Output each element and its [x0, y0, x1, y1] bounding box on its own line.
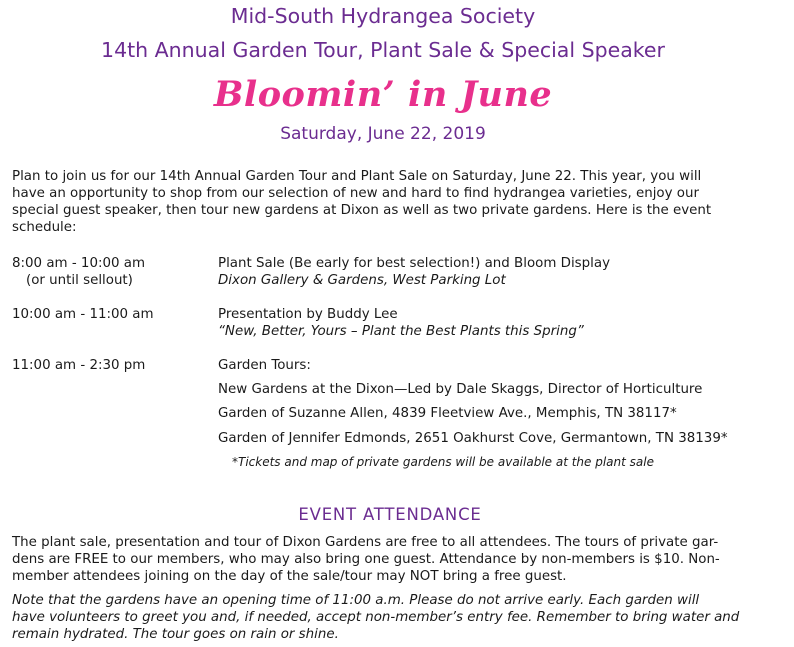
intro-line: special guest speaker, then tour new gardens at Dixon as well as two private gardens. Here is the event [12, 203, 712, 218]
schedule-title-3: Garden Tours: [218, 358, 311, 373]
event-date: Saturday, June 22, 2019 [280, 124, 486, 144]
schedule-title-2: Presentation by Buddy Lee [218, 307, 398, 322]
event-title: 14th Annual Garden Tour, Plant Sale & Special Speaker [101, 38, 665, 62]
society-name: Mid-South Hydrangea Society [230, 4, 536, 28]
intro-paragraph [12, 168, 782, 236]
garden-item: Garden of Jennifer Edmonds, 2651 Oakhurst Cove, Germantown, TN 38139* [218, 431, 728, 446]
schedule-time-3: 11:00 am - 2:30 pm [12, 358, 146, 373]
event-tagline: Bloomin’ in June [213, 74, 553, 115]
schedule-time-1: 8:00 am - 10:00 am [12, 256, 146, 271]
garden-item: Garden of Suzanne Allen, 4839 Fleetview Ave., Memphis, TN 38117* [218, 406, 677, 421]
schedule-detail-1: Dixon Gallery & Gardens, West Parking Lot [218, 273, 506, 288]
schedule-time-note-1: (or until sellout) [26, 273, 133, 288]
attendance-line: member attendees joining on the day of the sale/tour may NOT bring a free guest. [12, 569, 567, 584]
schedule-time-2: 10:00 am - 11:00 am [12, 307, 154, 322]
intro-line: Plan to join us for our 14th Annual Garden Tour and Plant Sale on Saturday, June 22. This year, you will [12, 169, 702, 184]
schedule-detail-2: “New, Better, Yours – Plant the Best Plants this Spring” [218, 324, 584, 339]
note-paragraph [12, 592, 782, 643]
note-line: remain hydrated. The tour goes on rain or shine. [12, 627, 339, 642]
garden-footnote: *Tickets and map of private gardens will be available at the plant sale [232, 455, 654, 469]
attendance-paragraph [12, 534, 782, 585]
attendance-line: dens are FREE to our members, who may also bring one guest. Attendance by non-members is $10. Non- [12, 552, 720, 567]
note-line: have volunteers to greet you and, if needed, accept non-member’s entry fee. Remember to bring water and [12, 610, 740, 625]
attendance-line: The plant sale, presentation and tour of Dixon Gardens are free to all attendees. The tours of private gar- [12, 535, 719, 550]
garden-item: New Gardens at the Dixon—Led by Dale Skaggs, Director of Horticulture [218, 382, 703, 397]
intro-line: have an opportunity to shop from our selection of new and hard to find hydrangea varieties, enjoy our [12, 186, 699, 201]
schedule-title-1: Plant Sale (Be early for best selection!) and Bloom Display [218, 256, 610, 271]
note-line: Note that the gardens have an opening time of 11:00 a.m. Please do not arrive early. Each garden will [12, 593, 700, 608]
intro-line: schedule: [12, 220, 77, 235]
attendance-heading: EVENT ATTENDANCE [298, 505, 482, 524]
